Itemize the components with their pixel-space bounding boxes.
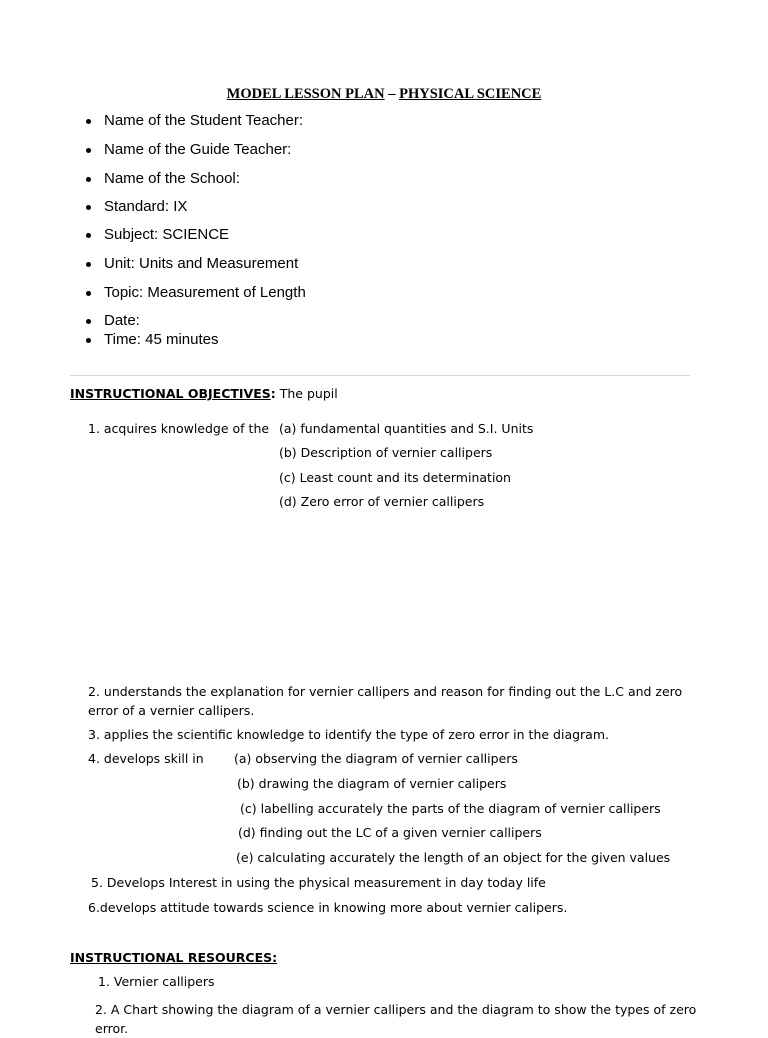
objective-3: 3. applies the scientific knowledge to identify the type of zero error in the diagram. (88, 727, 609, 742)
objectives-heading-colon: : (270, 386, 276, 401)
info-text: Name of the Guide Teacher: (104, 141, 292, 158)
objectives-intro: The pupil (275, 386, 338, 401)
title-right: PHYSICAL SCIENCE (399, 86, 542, 102)
objective-1-sub: (a) fundamental quantities and S.I. Units (279, 421, 534, 436)
objective-4-sub: (b) drawing the diagram of vernier calipers (237, 776, 507, 791)
objective-4-sub: (e) calculating accurately the length of an object for the given values (236, 850, 671, 865)
divider (70, 375, 690, 376)
objective-4-sub: (d) finding out the LC of a given vernier callipers (238, 825, 542, 840)
info-text: Date: (104, 312, 140, 329)
info-text: Name of the Student Teacher: (104, 112, 304, 129)
bullet-icon (86, 148, 91, 153)
bullet-icon (86, 262, 91, 267)
info-text: Name of the School: (104, 170, 240, 187)
info-text: Subject: SCIENCE (104, 226, 230, 243)
objective-5: 5. Develops Interest in using the physical measurement in day today life (91, 875, 546, 890)
objectives-heading-label: INSTRUCTIONAL OBJECTIVES (70, 386, 271, 401)
bullet-icon (86, 233, 91, 238)
objectives-heading (70, 386, 338, 401)
bullet-icon (86, 291, 91, 296)
page-title (0, 86, 768, 103)
objective-1-sub: (c) Least count and its determination (279, 470, 511, 485)
objective-1-lead: 1. acquires knowledge of the (88, 421, 270, 436)
title-left: MODEL LESSON PLAN (226, 86, 385, 102)
bullet-icon (86, 177, 91, 182)
resources-heading (70, 950, 277, 965)
bullet-icon (86, 119, 91, 124)
info-text: Time: 45 minutes (104, 331, 219, 348)
objective-4-sub: (c) labelling accurately the parts of the diagram of vernier callipers (240, 801, 661, 816)
objective-4-lead: 4. develops skill in (88, 751, 204, 766)
bullet-icon (86, 205, 91, 210)
bullet-icon (86, 338, 91, 343)
bullet-icon (86, 319, 91, 324)
info-text: Unit: Units and Measurement (104, 255, 299, 272)
info-text: Standard: IX (104, 198, 188, 215)
objective-6: 6.develops attitude towards science in knowing more about vernier calipers. (88, 900, 568, 915)
objective-1-sub: (b) Description of vernier callipers (279, 445, 493, 460)
title-dash: – (384, 86, 400, 102)
resource-item: 1. Vernier callipers (98, 974, 215, 989)
objective-4-sub: (a) observing the diagram of vernier callipers (234, 751, 518, 766)
resources-heading-label: INSTRUCTIONAL RESOURCES: (70, 950, 278, 965)
objective-2: 2. understands the explanation for vernier callipers and reason for finding out the L.C and zero error of a vernier callipers. (88, 684, 683, 718)
objective-1-sub: (d) Zero error of vernier callipers (279, 494, 485, 509)
info-text: Topic: Measurement of Length (104, 284, 306, 301)
resource-item: 2. A Chart showing the diagram of a vernier callipers and the diagram to show the types of zero error. (95, 1002, 697, 1036)
